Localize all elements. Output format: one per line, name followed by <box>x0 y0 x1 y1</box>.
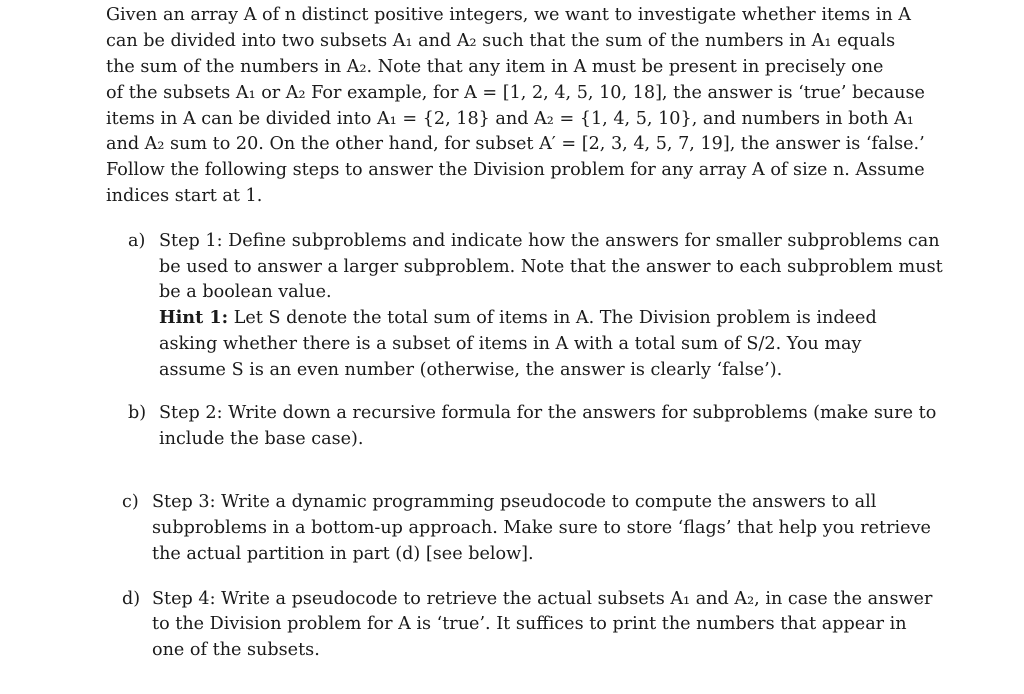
part-line: Step 4: Write a pseudocode to retrieve the actual subsets A₁ and A₂, in case the answer <box>152 589 933 609</box>
part-line: subproblems in a bottom-up approach. Make sure to store ‘flags’ that help you retrieve <box>152 518 931 538</box>
part-line: Step 2: Write down a recursive formula for the answers for subproblems (make sure to <box>159 403 937 423</box>
intro-line: items in A can be divided into A₁ = {2, 18} and A₂ = {1, 4, 5, 10}, and numbers in both A₁ <box>106 109 914 129</box>
intro-line: the sum of the numbers in A₂. Note that any item in A must be present in precisely one <box>106 57 884 77</box>
hint-line <box>159 305 877 331</box>
part-label: a) <box>128 231 146 251</box>
part-label: d) <box>122 589 141 609</box>
part-label: b) <box>128 403 147 423</box>
part-line: the actual partition in part (d) [see below]. <box>152 544 534 564</box>
part-line: Step 1: Define subproblems and indicate how the answers for smaller subproblems can <box>159 231 940 251</box>
intro-line: indices start at 1. <box>106 186 263 206</box>
hint-line: asking whether there is a subset of items in A with a total sum of S/2. You may <box>159 334 862 354</box>
part-label: c) <box>122 492 139 512</box>
intro-line: and A₂ sum to 20. On the other hand, for subset A′ = [2, 3, 4, 5, 7, 19], the answer is ‘false.’ <box>106 134 925 154</box>
part-line: include the base case). <box>159 429 364 449</box>
part-line: be used to answer a larger subproblem. Note that the answer to each subproblem must <box>159 257 943 277</box>
intro-line: Given an array A of n distinct positive integers, we want to investigate whether items in A <box>106 5 911 25</box>
hint-text: Let S denote the total sum of items in A. The Division problem is indeed <box>233 308 877 328</box>
hint-label: Hint 1: <box>159 307 229 328</box>
hint-line: assume S is an even number (otherwise, the answer is clearly ‘false’). <box>159 360 783 380</box>
intro-line: of the subsets A₁ or A₂ For example, for A = [1, 2, 4, 5, 10, 18], the answer is ‘true’ because <box>106 83 925 103</box>
part-line: one of the subsets. <box>152 640 320 660</box>
part-line: Step 3: Write a dynamic programming pseudocode to compute the answers to all <box>152 492 877 512</box>
part-line: to the Division problem for A is ‘true’. It suffices to print the numbers that appear in <box>152 614 907 634</box>
intro-line: can be divided into two subsets A₁ and A₂ such that the sum of the numbers in A₁ equals <box>106 31 896 51</box>
intro-line: Follow the following steps to answer the Division problem for any array A of size n. Assume <box>106 160 925 180</box>
part-line: be a boolean value. <box>159 282 332 302</box>
